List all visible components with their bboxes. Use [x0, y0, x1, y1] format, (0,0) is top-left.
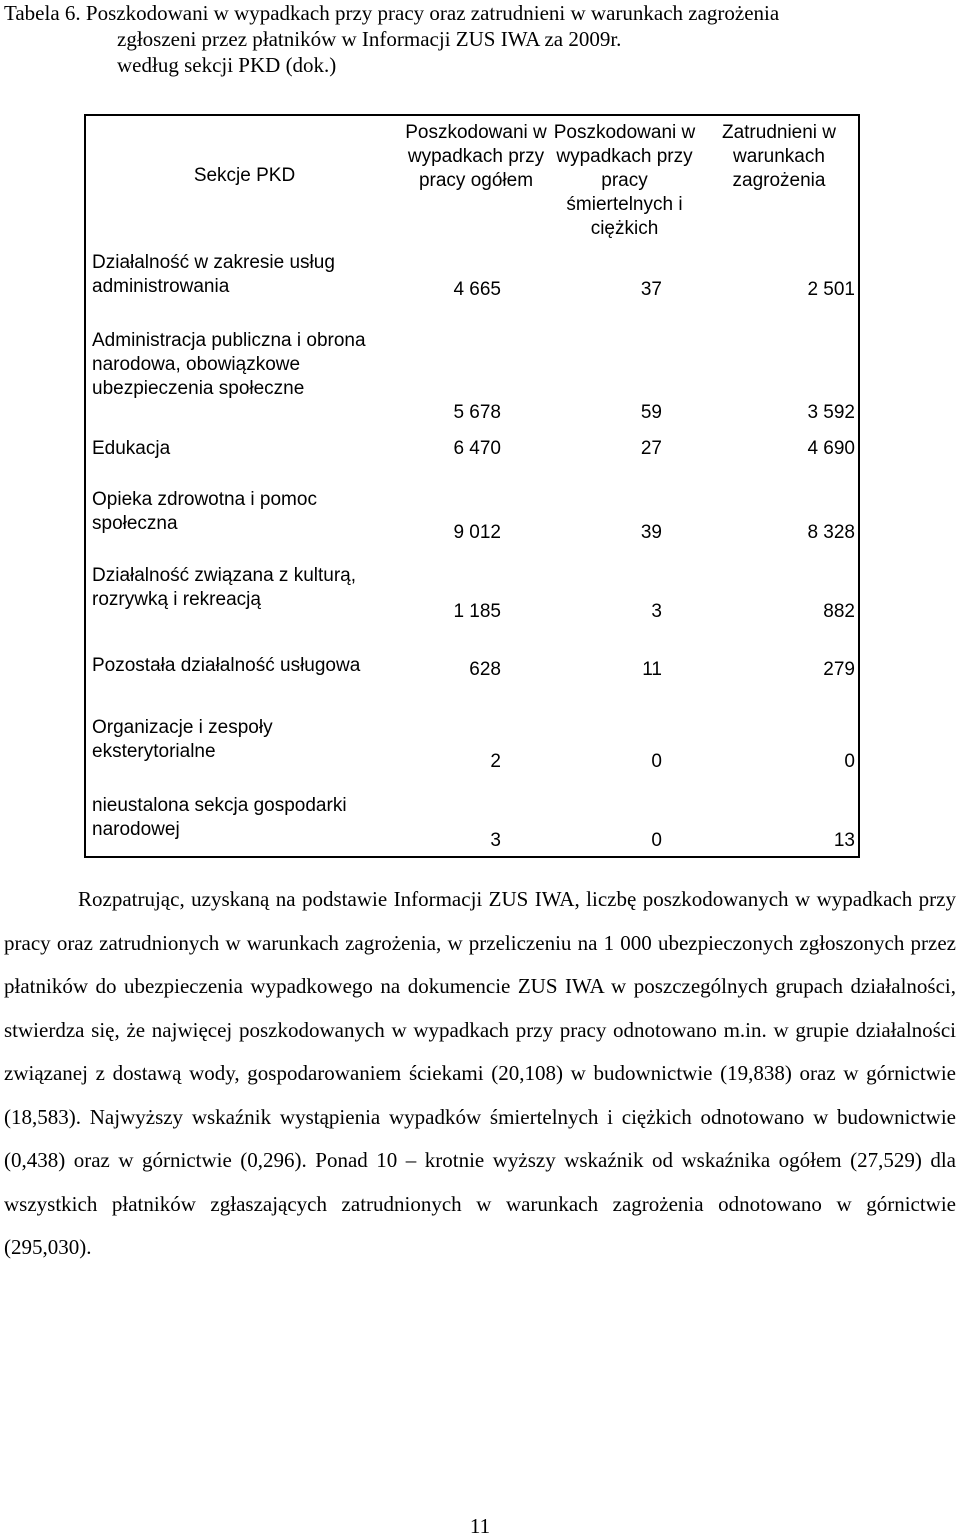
- table-row: [85, 629, 859, 684]
- table-row: [85, 299, 859, 415]
- caption-line-2: zgłoszeni przez płatników w Informacji ZUS IWA za 2009r.: [117, 27, 622, 51]
- injured-total-cell: 1 185: [453, 601, 501, 622]
- table-row: [85, 463, 859, 547]
- header-zatrudnieni-zagrozenia: Zatrudnieni w warunkach zagrożenia: [721, 122, 837, 191]
- injured-total-cell: 4 665: [453, 279, 501, 300]
- section-name-cell: Administracja publiczna i obrona narodowa, obowiązkowe ubezpieczenia społeczne: [92, 330, 366, 399]
- injured-fatal-serious-cell: 27: [640, 438, 662, 459]
- employed-hazard-cell: 882: [823, 601, 855, 622]
- employed-hazard-cell: 3 592: [807, 402, 855, 423]
- caption-line-3: według sekcji PKD (dok.): [117, 53, 337, 77]
- injured-fatal-serious-cell: 0: [651, 830, 662, 851]
- injured-fatal-serious-cell: 59: [640, 402, 662, 423]
- header-poszkodowani-ogolem: Poszkodowani w wypadkach przy pracy ogółem: [405, 122, 547, 191]
- pkd-sections-table: [84, 114, 860, 858]
- table-header-row: [85, 115, 859, 242]
- injured-fatal-serious-cell: 37: [640, 279, 662, 300]
- table-row: [85, 242, 859, 299]
- employed-hazard-cell: 279: [823, 659, 855, 680]
- injured-fatal-serious-cell: 3: [651, 601, 662, 622]
- section-name-cell: nieustalona sekcja gospodarki narodowej: [92, 795, 347, 840]
- section-name-cell: Pozostała działalność usługowa: [92, 655, 361, 676]
- caption-line-1: Tabela 6. Poszkodowani w wypadkach przy pracy oraz zatrudnieni w warunkach zagrożenia: [4, 1, 780, 25]
- employed-hazard-cell: 4 690: [807, 438, 855, 459]
- injured-fatal-serious-cell: 39: [640, 522, 662, 543]
- injured-total-cell: 628: [469, 659, 501, 680]
- employed-hazard-cell: 8 328: [807, 522, 855, 543]
- employed-hazard-cell: 0: [844, 751, 855, 772]
- body-paragraph: Rozpatrując, uzyskaną na podstawie Informacji ZUS IWA, liczbę poszkodowanych w wypadkach przy pracy oraz zatrudnionych w warunkach zagrożenia, w przeliczeniu na 1 000 ubezpieczonych zgłoszonych przez płatników do ubezpieczenia wypadkowego na dokumencie ZUS IWA w poszczególnych grupach działalności, stwierdza się, że najwięcej poszkodowanych w wypadkach przy pracy odnotowano m.in. w grupie działalności związanej z dostawą wody, gospodarowaniem ściekami (20,108) w budownictwie (19,838) oraz w górnictwie (18,583). Najwyższy wskaźnik wystąpienia wypadków śmiertelnych i ciężkich odnotowano w budownictwie (0,438) oraz w górnictwie (0,296). Ponad 10 – krotnie wyższy wskaźnik od wskaźnika ogółem (27,529) dla wszystkich płatników zgłaszających zatrudnionych w warunkach zagrożenia odnotowano w górnictwie (295,030).: [4, 887, 956, 1259]
- injured-total-cell: 5 678: [453, 402, 501, 423]
- table-row: [85, 684, 859, 778]
- header-sekcje-pkd: Sekcje PKD: [193, 165, 296, 186]
- section-name-cell: Opieka zdrowotna i pomoc społeczna: [92, 489, 317, 534]
- injured-total-cell: 9 012: [453, 522, 501, 543]
- injured-total-cell: 2: [490, 751, 501, 772]
- injured-fatal-serious-cell: 0: [651, 751, 662, 772]
- section-name-cell: Działalność w zakresie usług administrowania: [92, 252, 335, 297]
- table-row: [85, 778, 859, 857]
- page-number: 11: [469, 1514, 491, 1538]
- injured-total-cell: 6 470: [453, 438, 501, 459]
- section-name-cell: Edukacja: [92, 438, 171, 459]
- employed-hazard-cell: 2 501: [807, 279, 855, 300]
- table-row: [85, 547, 859, 629]
- injured-fatal-serious-cell: 11: [642, 659, 662, 680]
- injured-total-cell: 3: [490, 830, 501, 851]
- section-name-cell: Organizacje i zespoły eksterytorialne: [92, 717, 273, 762]
- table-caption: [4, 0, 956, 78]
- employed-hazard-cell: 13: [833, 830, 855, 851]
- section-name-cell: Działalność związana z kulturą, rozrywką i rekreacją: [92, 565, 357, 610]
- header-poszkodowani-smiertelni-ciezcy: Poszkodowani w wypadkach przy pracy śmiertelnych i ciężkich: [553, 122, 696, 239]
